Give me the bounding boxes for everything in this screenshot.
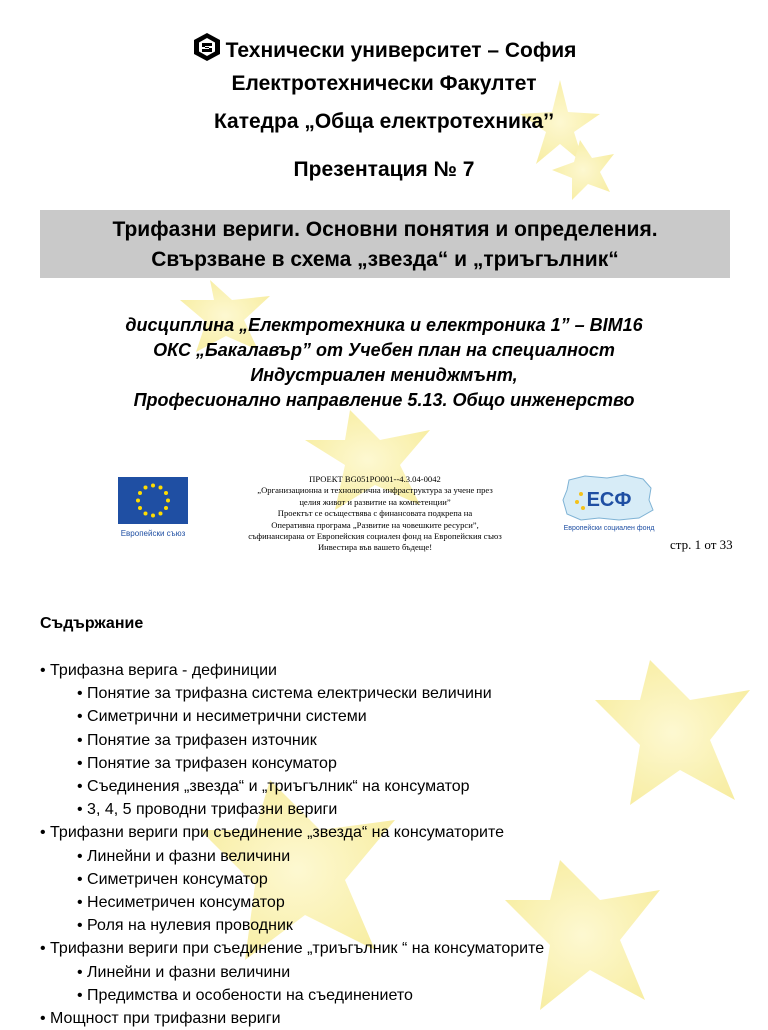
eu-star xyxy=(136,499,140,503)
eu-star xyxy=(144,486,148,490)
toc-subitem: • Понятие за трифазен консуматор xyxy=(77,754,337,772)
eu-star xyxy=(138,491,142,495)
toc-item: • Трифазни вериги при съединение „триъгълник “ на консуматорите xyxy=(40,940,545,958)
toc-subitem: • Линейни и фазни величини xyxy=(77,963,291,981)
toc-item: • Мощност при трифазни вериги xyxy=(40,1010,281,1028)
discipline-info xyxy=(0,313,768,413)
eu-star xyxy=(151,484,155,488)
toc-subitem: • Съединения „звезда“ и „триъгълник“ на консуматор xyxy=(77,778,470,796)
eu-star xyxy=(151,514,155,518)
project-line: ПРОЕКТ BG051PO001--4.3.04-0042 xyxy=(309,474,441,484)
eu-label: Европейски съюз xyxy=(120,529,186,538)
project-line: „Организационна и технологична инфраструктура за учене през xyxy=(257,485,493,496)
eu-star xyxy=(164,506,168,510)
toc-subitem: • Предимства и особености на съединението xyxy=(77,986,413,1004)
project-info xyxy=(205,474,545,554)
eu-flag-logo xyxy=(108,472,200,542)
toc-heading: Съдържание xyxy=(40,615,144,632)
eu-star xyxy=(164,491,168,495)
presentation-title xyxy=(40,210,730,278)
faculty-name: Електротехнически Факултет xyxy=(231,72,537,95)
toc-subitem: • Симетричен консуматор xyxy=(77,870,268,888)
eu-star xyxy=(166,499,170,503)
eu-star xyxy=(144,512,148,516)
discipline-line-1: дисциплина „Електротехника и електроника 1” – BIM16 xyxy=(125,315,643,335)
project-line: Проектът се осъществява с финансовата подкрепа на xyxy=(277,508,473,519)
project-line: съфинансирана от Европейския социален фонд на Европейския съюз xyxy=(248,531,502,542)
eu-star xyxy=(159,486,163,490)
title-line-2: Свързване в схема „звезда“ и „триъгълник“ xyxy=(151,248,619,271)
page-number: стр. 1 от 33 xyxy=(670,537,733,552)
esf-label: Европейски социален фонд xyxy=(563,525,655,532)
esf-logo xyxy=(555,470,663,536)
toc-subitem: • Понятие за трифазен източник xyxy=(77,731,317,749)
discipline-line-2: ОКС „Бакалавър” от Учебен план на специалност xyxy=(153,340,615,360)
toc-item: • Трифазни вериги при съединение „звезда“ на консуматорите xyxy=(40,824,504,842)
university-name-line xyxy=(0,32,768,63)
discipline-line-4: Професионално направление 5.13. Общо инженерство xyxy=(133,390,635,410)
department-name: Катедра „Обща електротехника’’ xyxy=(213,110,555,133)
eu-star xyxy=(159,512,163,516)
toc-list xyxy=(40,659,760,1030)
toc-subitem: • 3, 4, 5 проводни трифазни вериги xyxy=(77,801,338,819)
toc-subitem: • Понятие за трифазна система електрически величини xyxy=(77,685,492,703)
title-line-1: Трифазни вериги. Основни понятия и определения. xyxy=(112,218,658,241)
toc-subitem: • Симетрични и несиметрични системи xyxy=(77,708,367,726)
toc-item: • Трифазна верига - дефиниции xyxy=(40,662,277,679)
presentation-number: Презентация № 7 xyxy=(293,158,475,181)
project-line: Инвестира във вашето бъдеще! xyxy=(317,542,433,553)
university-name: Технически университет – София xyxy=(225,39,577,62)
esf-mark: ЕСФ xyxy=(586,489,632,511)
project-line: целия живот и развитие на компетенции” xyxy=(299,496,451,507)
university-logo-icon xyxy=(192,32,222,62)
toc-subitem: • Несиметричен консуматор xyxy=(77,894,285,912)
toc-subitem: • Линейни и фазни величини xyxy=(77,847,291,865)
project-line: Оперативна програма „Развитие на човешките ресурси”, xyxy=(271,519,479,530)
discipline-line-3: Индустриален мениджмънт, xyxy=(250,365,518,385)
eu-star xyxy=(138,506,142,510)
toc-subitem: • Роля на нулевия проводник xyxy=(77,917,293,935)
